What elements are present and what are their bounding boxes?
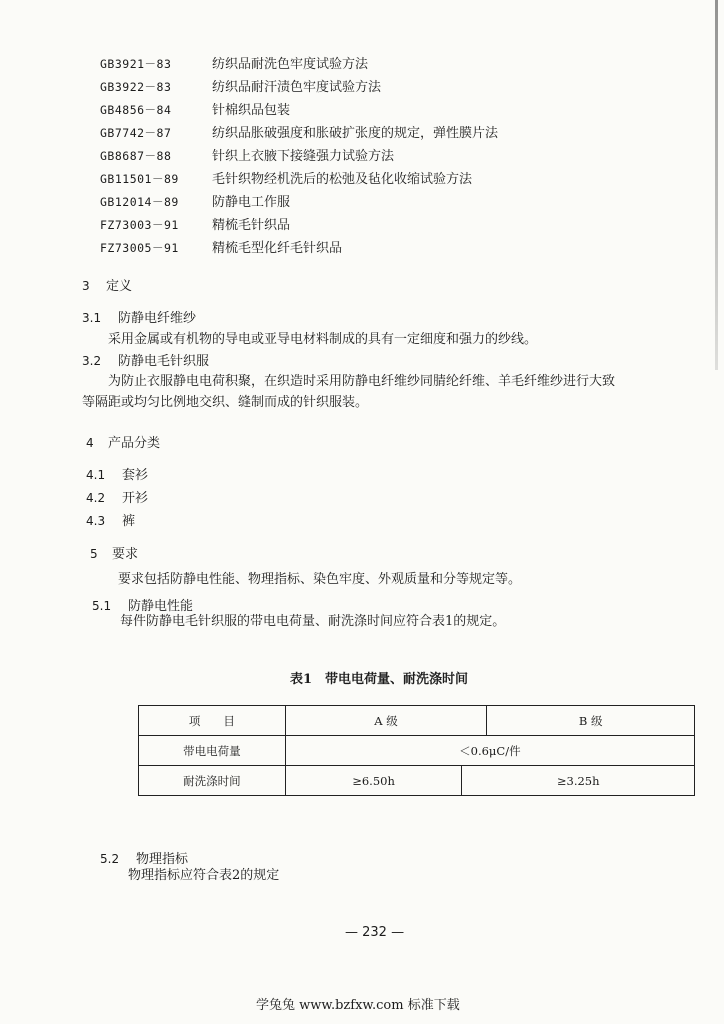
table-header-grade-a: A 级 (285, 706, 487, 736)
reference-title: 精梳毛型化纤毛针织品 (212, 241, 343, 256)
section-title: 开衫 (122, 491, 149, 506)
reference-title: 针织上衣腋下接缝强力试验方法 (212, 149, 395, 164)
reference-code: FZ73005－91 (100, 241, 179, 255)
table-1-caption: 表1 带电电荷量、耐洗涤时间 (290, 672, 469, 687)
section-number: 4.2 (86, 491, 106, 505)
table-cell-merged-value: ＜0.6μC/件 (285, 736, 694, 766)
table-1 (138, 705, 695, 796)
section-3-heading (82, 275, 132, 294)
section-title: 防静电纤维纱 (118, 311, 197, 326)
section-4-2-item (86, 487, 148, 506)
reference-title: 纺织品胀破强度和胀破扩张度的规定，弹性膜片法 (212, 126, 499, 141)
section-4-1-item (86, 464, 148, 483)
page-number: — 232 — (345, 925, 405, 940)
section-number: 3.2 (82, 354, 102, 368)
section-number: 4 (86, 436, 94, 450)
section-title: 防静电性能 (128, 599, 194, 614)
section-3-2-body-line-2: 等隔距或均匀比例地交织、缝制而成的针织服装。 (82, 395, 369, 410)
table-cell-grade-a-value: ≥6.50h (285, 766, 462, 796)
reference-code: GB3922－83 (100, 80, 172, 94)
reference-item (100, 167, 498, 190)
reference-code: GB7742－87 (100, 126, 172, 140)
download-watermark-footer: 学兔兔 www.bzfxw.com 标准下载 (256, 998, 460, 1013)
section-number: 5.1 (92, 599, 112, 613)
reference-title: 纺织品耐洗色牢度试验方法 (212, 57, 369, 72)
table-cell-item: 带电电荷量 (139, 736, 286, 766)
section-title: 物理指标 (136, 852, 189, 867)
reference-item (100, 144, 498, 167)
section-number: 3 (82, 279, 90, 293)
section-number: 3.1 (82, 311, 102, 325)
section-title: 定义 (106, 279, 133, 294)
table-cell-grade-b-value: ≥3.25h (462, 766, 695, 796)
reference-title: 针棉织品包装 (212, 103, 291, 118)
reference-code: GB8687－88 (100, 149, 172, 163)
table-cell-item: 耐洗涤时间 (139, 766, 286, 796)
reference-item (100, 98, 498, 121)
section-title: 要求 (112, 547, 139, 562)
section-3-1-body: 采用金属或有机物的导电或亚导电材料制成的具有一定细度和强力的纱线。 (108, 332, 538, 347)
section-3-1-heading (82, 307, 196, 326)
section-title: 防静电毛针织服 (118, 354, 210, 369)
table-header-item: 项 目 (139, 706, 286, 736)
reference-code: GB12014－89 (100, 195, 179, 209)
section-4-3-item (86, 510, 135, 529)
section-title: 裤 (122, 514, 136, 529)
reference-item (100, 75, 498, 98)
reference-code: GB4856－84 (100, 103, 172, 117)
reference-title: 毛针织物经机洗后的松弛及毡化收缩试验方法 (212, 172, 473, 187)
section-number: 4.1 (86, 468, 106, 482)
section-5-2-body: 物理指标应符合表2的规定 (128, 868, 280, 883)
reference-title: 防静电工作服 (212, 195, 291, 210)
section-title: 套衫 (122, 468, 149, 483)
reference-code: GB11501－89 (100, 172, 179, 186)
normative-references-list (100, 52, 498, 259)
reference-item (100, 213, 498, 236)
section-number: 5.2 (100, 852, 120, 866)
section-number: 5 (90, 547, 98, 561)
section-5-heading (90, 543, 138, 562)
scan-edge-artifact (715, 0, 718, 370)
reference-code: FZ73003－91 (100, 218, 179, 232)
reference-item (100, 52, 498, 75)
reference-title: 纺织品耐汗渍色牢度试验方法 (212, 80, 382, 95)
table-header-grade-b: B 级 (487, 706, 695, 736)
section-4-heading (86, 432, 160, 451)
reference-title: 精梳毛针织品 (212, 218, 291, 233)
section-3-2-body-line-1: 为防止衣服静电电荷积聚，在织造时采用防静电纤维纱同腈纶纤维、羊毛纤维纱进行大致 (108, 374, 616, 389)
reference-item (100, 121, 498, 144)
section-5-1-body: 每件防静电毛针织服的带电电荷量、耐洗涤时间应符合表1的规定。 (120, 614, 506, 629)
table-row (139, 736, 695, 766)
reference-item (100, 236, 498, 259)
table-row (139, 766, 695, 796)
section-title: 产品分类 (108, 436, 161, 451)
section-5-body: 要求包括防静电性能、物理指标、染色牢度、外观质量和分等规定等。 (118, 572, 522, 587)
table-header-row (139, 706, 695, 736)
reference-item (100, 190, 498, 213)
reference-code: GB3921－83 (100, 57, 172, 71)
section-number: 4.3 (86, 514, 106, 528)
section-3-2-heading (82, 350, 209, 369)
